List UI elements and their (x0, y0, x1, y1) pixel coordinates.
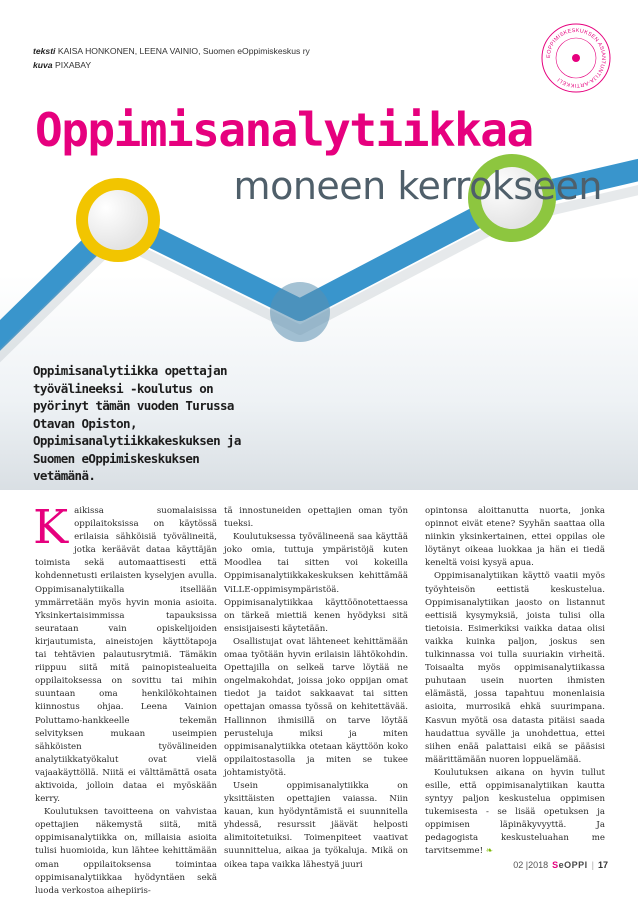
magazine-logo (552, 860, 588, 870)
yellow-pin-icon (76, 178, 160, 262)
body-paragraph: Koulutuksessa työvälineenä saa käyttää joko omia, tuttuja ympäristöjä kuten Moodlea tai sitten voi kokeilla Oppimisanalytiikkakeskuksen kehittämää ViLLE-oppimisympäristöä. Oppimisanalytiikkaa käyttöönotettaessa on tärkeä miettiä kenen hyödyksi sitä ensisijaisesti käytetään. (224, 532, 408, 634)
body-column-2 (224, 505, 408, 872)
body-column-3 (425, 505, 605, 859)
footer-separator: | (591, 860, 594, 870)
text-credit (33, 44, 310, 58)
article-credits (33, 44, 310, 72)
paragraph-text: aikissa suomalaisissa oppilaitoksissa on käytössä erilaisia sähköisiä työvälineitä, jotka keräävät dataa käyttäjän toimista sekä automaattisesti että kohdennetusti erilaisten kyselyjen avulla. Oppimisanalytiikalla itsellään ymmärretään myös hyvin monia asioita. Yksinkertaisimmissa tapauksissa seurataan vain opiskelijoiden kirjautumista, aineistojen käyttötapoja tai tehtävien palautusrytmiä. Tämäkin riippuu siitä mitä painopistealueita oppilaitoksessa on sovittu tai mihin suuntaan oma henkilökohtainen kiinnostus ohjaa. Leena Vainion Poluttamo-hankkeelle tekemän selvityksen mukaan useimpien sähköisten työvälineiden analytiikkatyökalut ovat vielä vajaakäyttöllä. Niitä ei välttämättä osata aktivoida, jolloin dataa ei myöskään kerry. (35, 506, 217, 805)
body-paragraph: Usein oppimisanalytiikka on yksittäisten opettajien vaiassa. Niin kauan, kun hyödyntämistä ei suunnitella yhdessä, resurssit jäävät helposti alimitoitetuiksi. Toimenpiteet vaativat suunnittelua, aikaa ja työkaluja. Mikä on oikea tapa vaikka lähestyä juuri (224, 780, 408, 870)
body-paragraph: Koulutuksen tavoitteena on vahvistaa opettajien näkemystä siitä, mitä oppimisanalytiikka on, millaisia asioita tulisi huomioida, kun lähtee kehittämään oman oppilaitoksensa toimintaa oppimisanalytiikkaa hyödyntäen sekä luoda verkostoa aihepiiris- (35, 807, 217, 896)
end-mark-leaf-icon: ❧ (485, 846, 494, 857)
logo-s: S (552, 860, 559, 870)
logo-text: eOPPI (558, 860, 588, 870)
text-credit-label: teksti (33, 46, 56, 56)
seal-text: EOPPIMISKESKUKSEN ASIANTUNTIJA-ARTIKKELI (545, 27, 607, 89)
article-subtitle: moneen kerrokseen (233, 164, 602, 208)
page-number: 17 (597, 860, 608, 870)
photo-credit-source: PIXABAY (54, 60, 92, 70)
body-column-1 (33, 500, 217, 898)
body-paragraph: tä innostuneiden opettajien oman työn tueksi. (224, 506, 408, 530)
paragraph-text: Koulutuksen aikana on hyvin tullut esille, että oppimisanalytiikan kautta syntyy paljon keskustelua oppimisen tukemisesta - se lisää opetuksen ja oppimisen läpinäkyvyyttä. Ja pedagogista keskusteluahan me tarvitsemme! (425, 767, 605, 857)
issue-number: 02 |2018 (513, 860, 549, 870)
article-title: Oppimisanalytiikkaa (35, 103, 533, 157)
body-paragraph: Osallistujat ovat lähteneet kehittämään omaa työtään hyvin erilaisin lähtökohdin. Opettajilla on selkeä tarve löytää ne ongelmakohdat, joissa joko oppijan omat tiedot ja taidot sakkaavat tai sitten opettajan omassa työssä on kehitettävää. Hallinnon ihmisillä on tarve löytää perusteluja miksi ja miten oppimisanalytiikka otetaan käyttöön koko oppilaitostasolla ja miten se tukee johtamistyötä. (224, 636, 408, 778)
expert-article-seal-icon (540, 22, 612, 94)
text-credit-authors: KAISA HONKONEN, LEENA VAINIO, Suomen eOppimiskeskus ry (57, 46, 310, 56)
body-paragraph: opintonsa aloittanutta nuorta, jonka opinnot eivät etene? Syyhän saattaa olla niinkin yksinkertainen, ettei oppilas ole löytänyt oikeaa luokkaa ja hän ei tiedä keneltä voisi kysyä apua. (425, 506, 605, 569)
body-paragraph: Oppimisanalytiikan käyttö vaatii myös työyhteisön eettistä keskustelua. Oppimisanalytiikan jaosto on listannut eettisiä kysymyksiä, joista tulisi olla tietoisia. Esimerkiksi vaikka dataa olisi vaikka kuinka paljon, joskus sen tulkinnassa voi tulla suuriakin virheitä. Toisaalta myös oppimisanalytiikassa puhutaan usein nuorten ihmisten elämästä, jossa tapahtuu monenlaisia asioita, murrosikä ehkä suurimpana. Kasvun myötä osa datasta pitäisi saada haudattua syvälle ja unohdettua, ettei siihen enää palattaisi eikä se pääsisi määrittämään nuoren loppuelämää. (425, 571, 605, 765)
drop-cap: K (33, 500, 69, 555)
body-paragraph (425, 767, 605, 859)
photo-credit-label: kuva (33, 60, 53, 70)
page-footer (513, 860, 608, 870)
blue-pin-icon (270, 282, 330, 342)
photo-credit (33, 58, 310, 72)
article-lead: Oppimisanalytiikka opettajan työvälineeksi -koulutus on pyörinyt tämän vuoden Turussa Otavan Opiston, Oppimisanalytiikkakeskuksen ja Suomen eOppimiskeskuksen vetämänä. (33, 363, 241, 483)
body-paragraph (33, 500, 217, 806)
